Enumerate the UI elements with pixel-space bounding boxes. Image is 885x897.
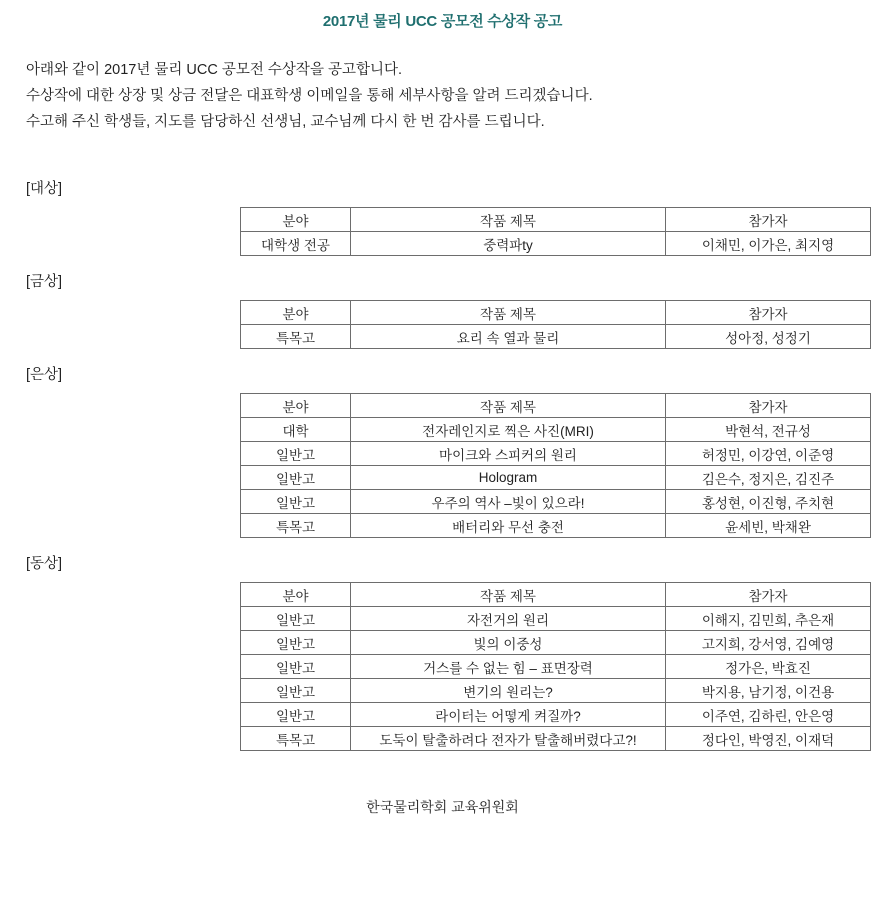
cell-work-title: 마이크와 스피커의 원리: [351, 442, 666, 466]
cell-field: 특목고: [241, 514, 351, 538]
cell-work-title: 도둑이 탈출하려다 전자가 탈출해버렸다고?!: [351, 727, 666, 751]
column-header-work-title: 작품 제목: [351, 583, 666, 607]
cell-work-title: 자전거의 원리: [351, 607, 666, 631]
cell-field: 대학생 전공: [241, 232, 351, 256]
cell-participants: 이주연, 김하린, 안은영: [666, 703, 871, 727]
page-title: 2017년 물리 UCC 공모전 수상작 공고: [322, 13, 563, 30]
award-table-dongsang: [240, 582, 871, 751]
table-row: [241, 607, 871, 631]
award-table-geumsang: [240, 300, 871, 349]
column-header-work-title: 작품 제목: [351, 394, 666, 418]
cell-field: 일반고: [241, 490, 351, 514]
cell-work-title: 빛의 이중성: [351, 631, 666, 655]
cell-participants: 성아정, 성정기: [666, 325, 871, 349]
cell-field: 일반고: [241, 703, 351, 727]
table-row: [241, 703, 871, 727]
cell-field: 특목고: [241, 727, 351, 751]
intro-line-1: 아래와 같이 2017년 물리 UCC 공모전 수상작을 공고합니다.: [26, 62, 403, 78]
intro-line-2: 수상작에 대한 상장 및 상금 전달은 대표학생 이메일을 통해 세부사항을 알려 드리겠습니다.: [26, 88, 593, 104]
column-header-field: 분야: [241, 301, 351, 325]
award-table-daesang: [240, 207, 871, 256]
table-row: [241, 631, 871, 655]
cell-work-title: Hologram: [351, 466, 666, 490]
column-header-work-title: 작품 제목: [351, 301, 666, 325]
cell-field: 대학: [241, 418, 351, 442]
cell-field: 일반고: [241, 466, 351, 490]
cell-work-title: 거스를 수 없는 힘 – 표면장력: [351, 655, 666, 679]
cell-work-title: 배터리와 무선 충전: [351, 514, 666, 538]
table-header-row: [241, 394, 871, 418]
table-header-row: [241, 208, 871, 232]
column-header-participants: 참가자: [666, 394, 871, 418]
section-label-geumsang: [금상]: [26, 274, 63, 290]
column-header-field: 분야: [241, 394, 351, 418]
table-row: [241, 232, 871, 256]
cell-field: 일반고: [241, 442, 351, 466]
cell-participants: 이해지, 김민희, 추은재: [666, 607, 871, 631]
column-header-participants: 참가자: [666, 208, 871, 232]
column-header-participants: 참가자: [666, 583, 871, 607]
cell-participants: 정가은, 박효진: [666, 655, 871, 679]
cell-participants: 정다인, 박영진, 이재덕: [666, 727, 871, 751]
section-label-eunsang: [은상]: [26, 367, 63, 383]
section-label-daesang: [대상]: [26, 181, 63, 197]
table-row: [241, 655, 871, 679]
column-header-field: 분야: [241, 208, 351, 232]
intro-paragraph: [26, 57, 885, 135]
cell-work-title: 우주의 역사 –빛이 있으라!: [351, 490, 666, 514]
column-header-participants: 참가자: [666, 301, 871, 325]
section-label-dongsang: [동상]: [26, 556, 63, 572]
cell-participants: 홍성현, 이진형, 주치현: [666, 490, 871, 514]
cell-participants: 박지용, 남기정, 이건용: [666, 679, 871, 703]
table-row: [241, 727, 871, 751]
document-footer: 한국물리학회 교육위원회: [366, 799, 519, 815]
cell-field: 특목고: [241, 325, 351, 349]
document-page: [0, 10, 885, 897]
table-row: [241, 418, 871, 442]
cell-field: 일반고: [241, 655, 351, 679]
table-row: [241, 514, 871, 538]
intro-line-3: 수고해 주신 학생들, 지도를 담당하신 선생님, 교수님께 다시 한 번 감사를 드립니다.: [26, 114, 545, 130]
cell-work-title: 요리 속 열과 물리: [351, 325, 666, 349]
cell-participants: 고지희, 강서영, 김예영: [666, 631, 871, 655]
table-row: [241, 490, 871, 514]
cell-participants: 윤세빈, 박채완: [666, 514, 871, 538]
table-row: [241, 679, 871, 703]
table-row: [241, 325, 871, 349]
cell-field: 일반고: [241, 607, 351, 631]
cell-work-title: 변기의 원리는?: [351, 679, 666, 703]
column-header-field: 분야: [241, 583, 351, 607]
award-table-eunsang: [240, 393, 871, 538]
cell-participants: 이채민, 이가은, 최지영: [666, 232, 871, 256]
cell-work-title: 전자레인지로 찍은 사진(MRI): [351, 418, 666, 442]
cell-work-title: 라이터는 어떻게 켜질까?: [351, 703, 666, 727]
cell-participants: 김은수, 정지은, 김진주: [666, 466, 871, 490]
cell-field: 일반고: [241, 631, 351, 655]
cell-work-title: 중력파ty: [351, 232, 666, 256]
table-header-row: [241, 583, 871, 607]
column-header-work-title: 작품 제목: [351, 208, 666, 232]
table-row: [241, 466, 871, 490]
cell-participants: 허정민, 이강연, 이준영: [666, 442, 871, 466]
cell-participants: 박현석, 전규성: [666, 418, 871, 442]
table-header-row: [241, 301, 871, 325]
table-row: [241, 442, 871, 466]
cell-field: 일반고: [241, 679, 351, 703]
